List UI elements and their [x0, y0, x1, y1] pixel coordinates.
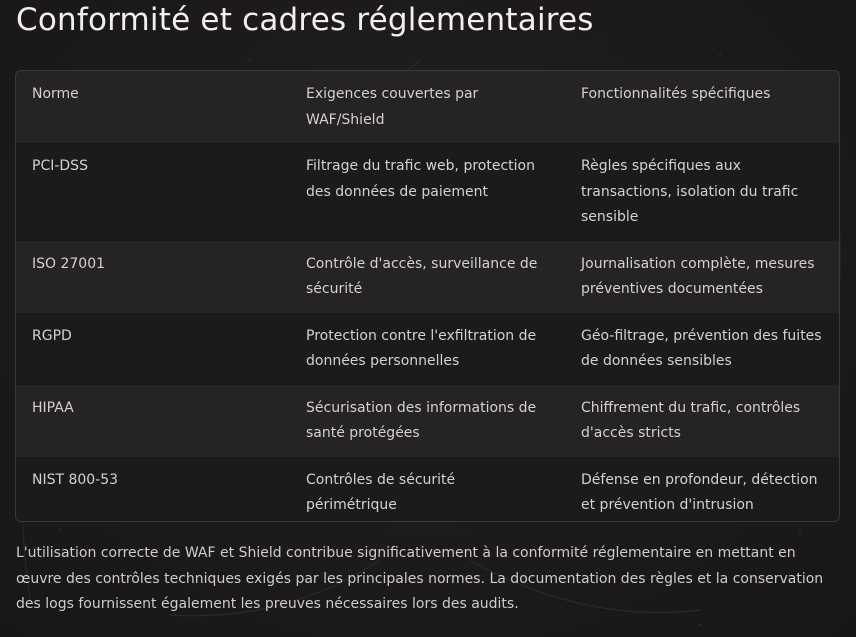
table-row [16, 457, 840, 523]
header-fonctionnalites: Fonctionnalités spécifiques [581, 86, 771, 102]
cell-exigences: Contrôles de sécurité périmétrique [306, 471, 456, 513]
cell-fonctionnalites: Chiffrement du trafic, contrôles d'accès stricts [581, 399, 801, 441]
compliance-table [16, 71, 840, 522]
header-norme: Norme [32, 86, 79, 102]
cell-exigences: Sécurisation des informations de santé protégées [306, 399, 537, 441]
cell-norme: HIPAA [32, 399, 74, 416]
table-row [16, 143, 840, 241]
cell-norme: NIST 800-53 [32, 471, 119, 488]
cell-norme: ISO 27001 [32, 255, 106, 272]
footnote-paragraph: L'utilisation correcte de WAF et Shield contribue significativement à la conformité réglementaire en mettant en œuvre des contrôles techniques exigés par les principales normes. La documentation des règles et la conservation des logs fournissent également les preuves nécessaires lors des audits. [16, 545, 824, 613]
cell-norme: RGPD [32, 327, 72, 344]
cell-exigences: Protection contre l'exfiltration de données personnelles [306, 327, 537, 369]
cell-norme: PCI-DSS [32, 158, 88, 174]
cell-fonctionnalites: Géo-filtrage, prévention des fuites de données sensibles [581, 327, 822, 369]
table-row [16, 385, 840, 457]
cell-exigences: Filtrage du trafic web, protection des données de paiement [306, 158, 535, 200]
header-exigences: Exigences couvertes par WAF/Shield [306, 86, 479, 128]
cell-fonctionnalites: Journalisation complète, mesures préventives documentées [581, 255, 815, 297]
cell-fonctionnalites: Défense en profondeur, détection et prévention d'intrusion [581, 471, 818, 513]
page-title: Conformité et cadres réglementaires [16, 2, 594, 38]
compliance-table-container [15, 70, 840, 522]
table-row [16, 241, 840, 313]
cell-exigences: Contrôle d'accès, surveillance de sécurité [306, 255, 538, 297]
table-header-row [16, 71, 840, 143]
table-row [16, 313, 840, 385]
cell-fonctionnalites: Règles spécifiques aux transactions, isolation du trafic sensible [581, 158, 799, 225]
